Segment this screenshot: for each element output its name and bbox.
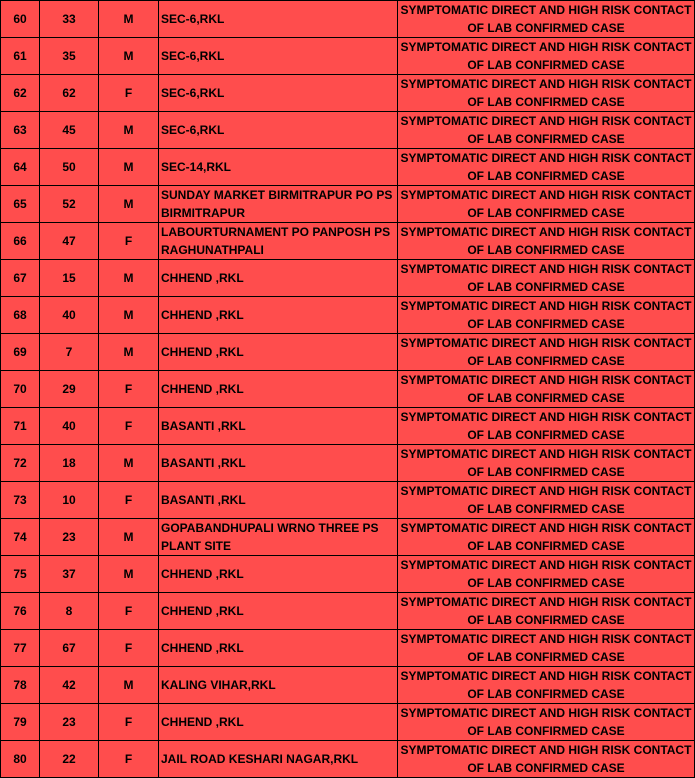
table-row xyxy=(1,260,695,297)
cell-age: 23 xyxy=(40,519,99,556)
cell-serial-number: 68 xyxy=(1,297,40,334)
cell-sex: F xyxy=(99,630,159,667)
cell-serial-number: 76 xyxy=(1,593,40,630)
cell-serial-number: 74 xyxy=(1,519,40,556)
cell-category: SYMPTOMATIC DIRECT AND HIGH RISK CONTACT OF LAB CONFIRMED CASE xyxy=(398,593,695,630)
table-row xyxy=(1,223,695,260)
cell-category: SYMPTOMATIC DIRECT AND HIGH RISK CONTACT OF LAB CONFIRMED CASE xyxy=(398,149,695,186)
cell-category: SYMPTOMATIC DIRECT AND HIGH RISK CONTACT OF LAB CONFIRMED CASE xyxy=(398,112,695,149)
cell-serial-number: 62 xyxy=(1,75,40,112)
cell-sex: M xyxy=(99,334,159,371)
cell-address: CHHEND ,RKL xyxy=(159,371,398,408)
cell-serial-number: 72 xyxy=(1,445,40,482)
cell-sex: F xyxy=(99,482,159,519)
table-row xyxy=(1,445,695,482)
cell-address: CHHEND ,RKL xyxy=(159,260,398,297)
cell-address: GOPABANDHUPALI WRNO THREE PS PLANT SITE xyxy=(159,519,398,556)
cell-address: CHHEND ,RKL xyxy=(159,556,398,593)
cell-category: SYMPTOMATIC DIRECT AND HIGH RISK CONTACT OF LAB CONFIRMED CASE xyxy=(398,630,695,667)
cell-category: SYMPTOMATIC DIRECT AND HIGH RISK CONTACT OF LAB CONFIRMED CASE xyxy=(398,38,695,75)
cell-age: 50 xyxy=(40,149,99,186)
cell-address: BASANTI ,RKL xyxy=(159,408,398,445)
cell-category: SYMPTOMATIC DIRECT AND HIGH RISK CONTACT OF LAB CONFIRMED CASE xyxy=(398,445,695,482)
cell-age: 62 xyxy=(40,75,99,112)
cell-category: SYMPTOMATIC DIRECT AND HIGH RISK CONTACT OF LAB CONFIRMED CASE xyxy=(398,371,695,408)
cell-age: 10 xyxy=(40,482,99,519)
table-row xyxy=(1,482,695,519)
cell-category: SYMPTOMATIC DIRECT AND HIGH RISK CONTACT OF LAB CONFIRMED CASE xyxy=(398,741,695,778)
cell-sex: M xyxy=(99,1,159,38)
cell-sex: M xyxy=(99,38,159,75)
cell-sex: F xyxy=(99,593,159,630)
cell-age: 7 xyxy=(40,334,99,371)
cell-sex: M xyxy=(99,556,159,593)
cell-address: CHHEND ,RKL xyxy=(159,593,398,630)
cell-address: BASANTI ,RKL xyxy=(159,445,398,482)
cell-sex: M xyxy=(99,519,159,556)
table-row xyxy=(1,704,695,741)
table-row xyxy=(1,556,695,593)
table-row xyxy=(1,593,695,630)
cell-age: 52 xyxy=(40,186,99,223)
cell-address: KALING VIHAR,RKL xyxy=(159,667,398,704)
cell-sex: F xyxy=(99,75,159,112)
cell-sex: M xyxy=(99,667,159,704)
cell-sex: F xyxy=(99,371,159,408)
cell-category: SYMPTOMATIC DIRECT AND HIGH RISK CONTACT OF LAB CONFIRMED CASE xyxy=(398,408,695,445)
cell-sex: M xyxy=(99,149,159,186)
table-row xyxy=(1,630,695,667)
cell-category: SYMPTOMATIC DIRECT AND HIGH RISK CONTACT OF LAB CONFIRMED CASE xyxy=(398,223,695,260)
cell-category: SYMPTOMATIC DIRECT AND HIGH RISK CONTACT OF LAB CONFIRMED CASE xyxy=(398,667,695,704)
table-row xyxy=(1,149,695,186)
cell-serial-number: 67 xyxy=(1,260,40,297)
cell-sex: M xyxy=(99,445,159,482)
cell-sex: F xyxy=(99,741,159,778)
cell-category: SYMPTOMATIC DIRECT AND HIGH RISK CONTACT OF LAB CONFIRMED CASE xyxy=(398,260,695,297)
cell-sex: F xyxy=(99,704,159,741)
cell-category: SYMPTOMATIC DIRECT AND HIGH RISK CONTACT OF LAB CONFIRMED CASE xyxy=(398,482,695,519)
table-row xyxy=(1,741,695,778)
table-row xyxy=(1,371,695,408)
cell-category: SYMPTOMATIC DIRECT AND HIGH RISK CONTACT OF LAB CONFIRMED CASE xyxy=(398,704,695,741)
cell-serial-number: 77 xyxy=(1,630,40,667)
cell-serial-number: 61 xyxy=(1,38,40,75)
cell-age: 40 xyxy=(40,408,99,445)
table-row xyxy=(1,112,695,149)
cell-address: LABOURTURNAMENT PO PANPOSH PS RAGHUNATHPALI xyxy=(159,223,398,260)
cell-age: 18 xyxy=(40,445,99,482)
cell-serial-number: 65 xyxy=(1,186,40,223)
cell-age: 29 xyxy=(40,371,99,408)
cell-serial-number: 71 xyxy=(1,408,40,445)
table-row xyxy=(1,75,695,112)
cell-address: SEC-6,RKL xyxy=(159,75,398,112)
cell-serial-number: 66 xyxy=(1,223,40,260)
table-row xyxy=(1,297,695,334)
cell-serial-number: 80 xyxy=(1,741,40,778)
cell-age: 47 xyxy=(40,223,99,260)
cell-age: 22 xyxy=(40,741,99,778)
cell-serial-number: 78 xyxy=(1,667,40,704)
cell-category: SYMPTOMATIC DIRECT AND HIGH RISK CONTACT OF LAB CONFIRMED CASE xyxy=(398,519,695,556)
cell-address: SEC-6,RKL xyxy=(159,1,398,38)
cell-address: SUNDAY MARKET BIRMITRAPUR PO PS BIRMITRAPUR xyxy=(159,186,398,223)
cell-category: SYMPTOMATIC DIRECT AND HIGH RISK CONTACT OF LAB CONFIRMED CASE xyxy=(398,186,695,223)
cell-sex: M xyxy=(99,112,159,149)
case-table-body xyxy=(1,1,695,778)
cell-serial-number: 64 xyxy=(1,149,40,186)
cell-serial-number: 63 xyxy=(1,112,40,149)
table-row xyxy=(1,38,695,75)
cell-age: 40 xyxy=(40,297,99,334)
cell-age: 45 xyxy=(40,112,99,149)
cell-serial-number: 75 xyxy=(1,556,40,593)
cell-age: 8 xyxy=(40,593,99,630)
cell-category: SYMPTOMATIC DIRECT AND HIGH RISK CONTACT OF LAB CONFIRMED CASE xyxy=(398,1,695,38)
cell-category: SYMPTOMATIC DIRECT AND HIGH RISK CONTACT OF LAB CONFIRMED CASE xyxy=(398,556,695,593)
table-row xyxy=(1,667,695,704)
cell-age: 23 xyxy=(40,704,99,741)
cell-serial-number: 73 xyxy=(1,482,40,519)
cell-sex: M xyxy=(99,297,159,334)
cell-age: 33 xyxy=(40,1,99,38)
cell-serial-number: 79 xyxy=(1,704,40,741)
cell-address: CHHEND ,RKL xyxy=(159,334,398,371)
cell-age: 42 xyxy=(40,667,99,704)
table-row xyxy=(1,1,695,38)
cell-address: SEC-6,RKL xyxy=(159,38,398,75)
cell-age: 67 xyxy=(40,630,99,667)
cell-sex: M xyxy=(99,186,159,223)
cell-sex: F xyxy=(99,408,159,445)
table-row xyxy=(1,408,695,445)
cell-sex: F xyxy=(99,223,159,260)
cell-address: CHHEND ,RKL xyxy=(159,630,398,667)
cell-address: SEC-6,RKL xyxy=(159,112,398,149)
cell-address: SEC-14,RKL xyxy=(159,149,398,186)
cell-age: 15 xyxy=(40,260,99,297)
cell-address: CHHEND ,RKL xyxy=(159,297,398,334)
cell-age: 35 xyxy=(40,38,99,75)
cell-address: CHHEND ,RKL xyxy=(159,704,398,741)
cell-serial-number: 69 xyxy=(1,334,40,371)
cell-serial-number: 60 xyxy=(1,1,40,38)
cell-age: 37 xyxy=(40,556,99,593)
cell-category: SYMPTOMATIC DIRECT AND HIGH RISK CONTACT OF LAB CONFIRMED CASE xyxy=(398,75,695,112)
cell-address: JAIL ROAD KESHARI NAGAR,RKL xyxy=(159,741,398,778)
cell-category: SYMPTOMATIC DIRECT AND HIGH RISK CONTACT OF LAB CONFIRMED CASE xyxy=(398,334,695,371)
cell-category: SYMPTOMATIC DIRECT AND HIGH RISK CONTACT OF LAB CONFIRMED CASE xyxy=(398,297,695,334)
cell-serial-number: 70 xyxy=(1,371,40,408)
cell-address: BASANTI ,RKL xyxy=(159,482,398,519)
cell-sex: M xyxy=(99,260,159,297)
table-row xyxy=(1,519,695,556)
table-row xyxy=(1,186,695,223)
table-row xyxy=(1,334,695,371)
